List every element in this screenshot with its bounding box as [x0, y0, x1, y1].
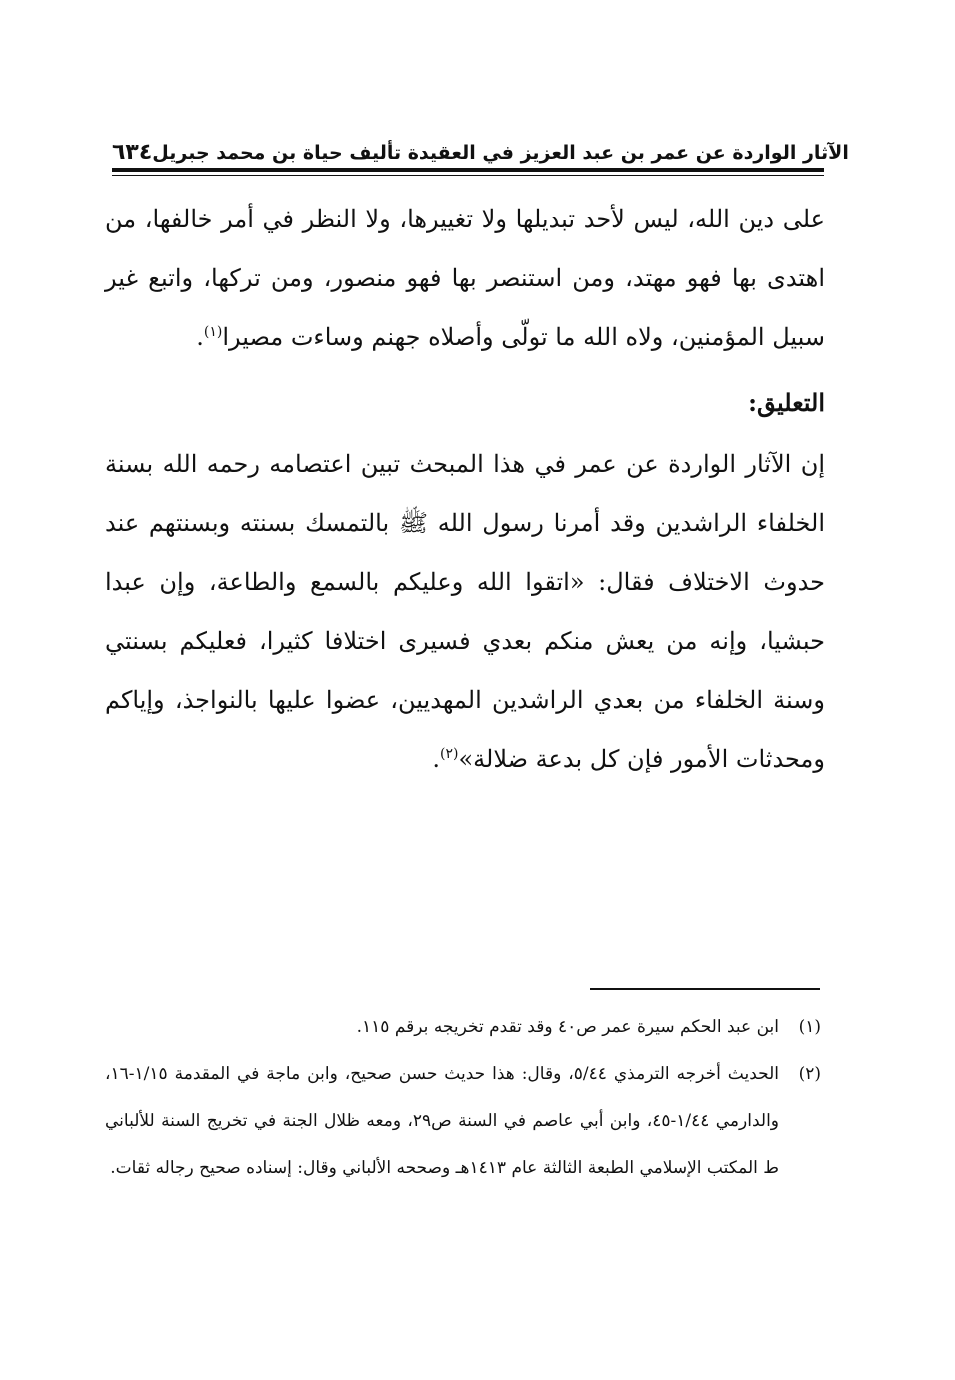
footnote-ref-2[interactable]: (٢)	[440, 746, 459, 762]
running-title: الآثار الواردة عن عمر بن عبد العزيز في العقيدة تأليف حياة بن محمد جبريل	[152, 142, 849, 164]
main-text	[105, 190, 825, 789]
footnote-2	[105, 1051, 821, 1192]
footnote-text: ابن عبد الحكم سيرة عمر ص٤٠ وقد تقدم تخريجه برقم ١١٥.	[356, 1017, 779, 1037]
running-header	[112, 128, 849, 168]
paragraph-continuation	[105, 190, 825, 367]
paragraph-text: على دين الله، ليس لأحد تبديلها ولا تغييرها، ولا النظر في أمر خالفها، من اهتدى بها فهو مهتد، ومن استنصر بها فهو منصور، ومن تركها، واتبع غير سبيل المؤمنين، ولاه الله ما تولّى وأصلاه جهنم وساءت مصيرا	[105, 205, 825, 351]
section-heading: التعليق:	[748, 388, 825, 417]
footnote-separator	[590, 988, 820, 990]
footnotes	[105, 1004, 821, 1192]
header-rule-thin	[112, 175, 824, 176]
footnote-ref-1[interactable]: (١)	[203, 324, 223, 340]
page-number: ٦٣٤	[112, 140, 153, 165]
header-rule-thick	[112, 168, 824, 172]
footnote-number: (٢)	[798, 1064, 821, 1084]
paragraph-end: .	[432, 745, 441, 773]
paragraph-end: .	[196, 323, 204, 351]
paragraph-commentary	[105, 435, 825, 789]
footnote-text: الحديث أخرجه الترمذي ٥/٤٤، وقال: هذا حديث حسن صحيح، وابن ماجة في المقدمة ١/١٥-١٦، والدارمي ١/٤٤-٤٥، وابن أبي عاصم في السنة ص٢٩، ومعه ظلال الجنة في تخريج السنة للألباني ط المكتب الإسلامي الطبعة الثالثة عام ١٤١٣هـ وصححه الألباني وقال: إسناده صحيح رجاله ثقات.	[105, 1064, 780, 1178]
footnote-number: (١)	[798, 1017, 821, 1037]
paragraph-text: إن الآثار الواردة عن عمر في هذا المبحث تبين اعتصامه رحمه الله بسنة الخلفاء الراشدين وقد أمرنا رسول الله ﷺ بالتمسك بسنته وبسنتهم عند حدوث الاختلاف فقال: «اتقوا الله وعليكم بالسمع والطاعة، وإن عبدا حبشيا، وإنه من يعش منكم بعدي فسيرى اختلافا كثيرا، فعليكم بسنتي وسنة الخلفاء من بعدي الراشدين المهديين، عضوا عليها بالنواجذ، وإياكم ومحدثات الأمور فإن كل بدعة ضلالة»	[105, 450, 825, 773]
footnote-1	[105, 1004, 821, 1051]
